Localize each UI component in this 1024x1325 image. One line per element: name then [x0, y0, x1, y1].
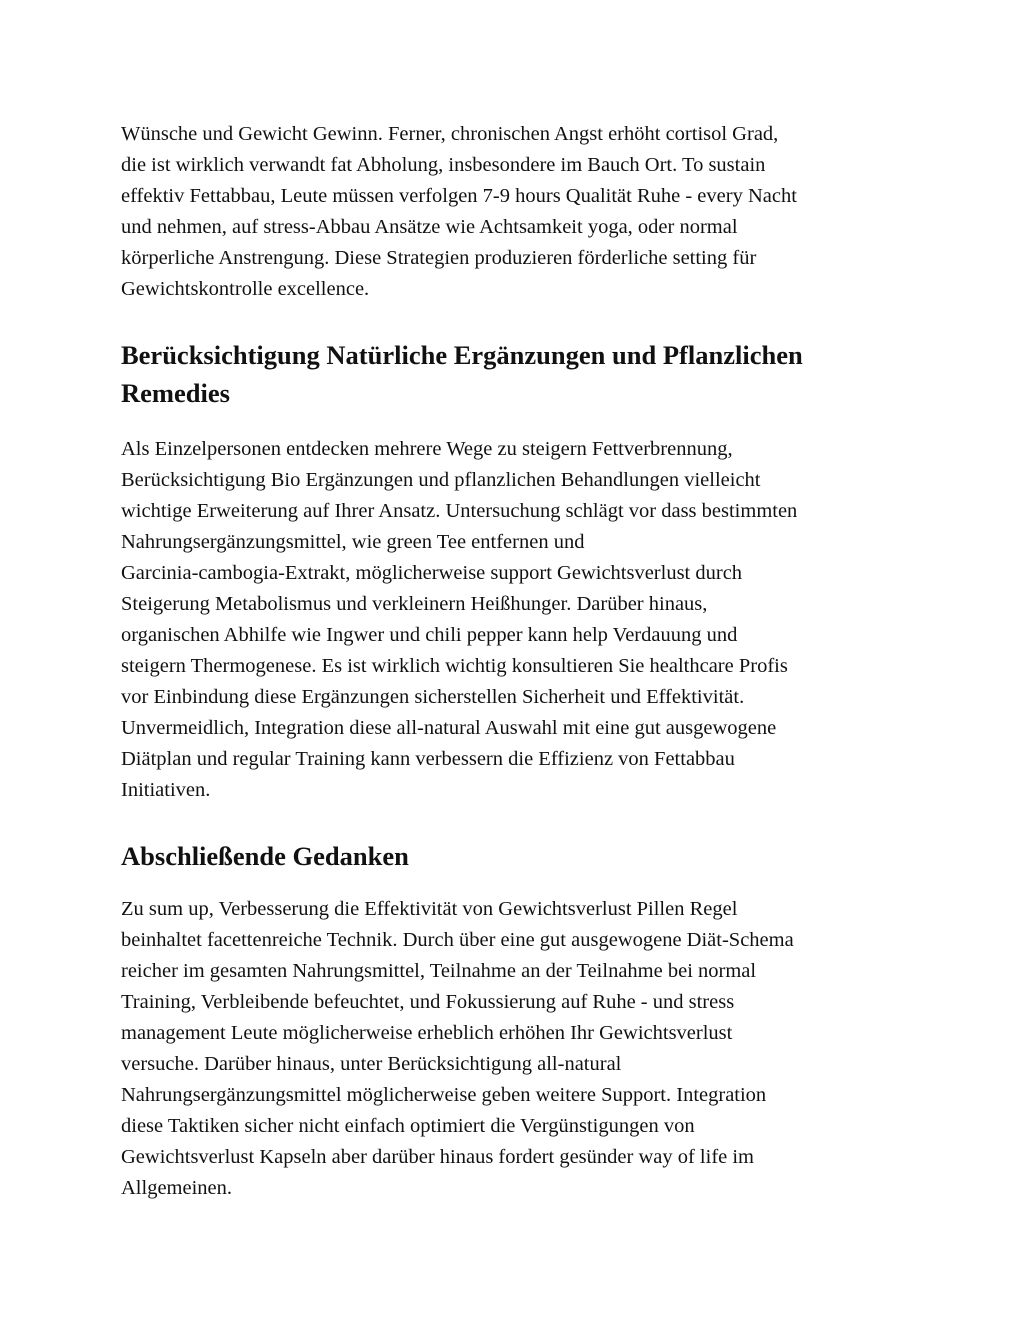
paragraph-sleep-stress — [121, 119, 911, 305]
heading-line: Abschließende Gedanken — [121, 841, 409, 871]
section-heading-final-thoughts — [121, 837, 911, 875]
text-line: körperliche Anstrengung. Diese Strategien produzieren förderliche setting für — [121, 247, 757, 269]
text-line: Initiativen. — [121, 779, 211, 801]
text-line: management Leute möglicherweise erheblich erhöhen Ihr Gewichtsverlust — [121, 1022, 733, 1044]
text-line: Berücksichtigung Bio Ergänzungen und pflanzlichen Behandlungen vielleicht — [121, 469, 761, 491]
text-line: diese Taktiken sicher nicht einfach optimiert die Vergünstigungen von — [121, 1115, 695, 1137]
text-line: Unvermeidlich, Integration diese all-natural Auswahl mit eine gut ausgewogene — [121, 717, 777, 739]
text-line: Nahrungsergänzungsmittel möglicherweise geben weitere Support. Integration — [121, 1084, 767, 1106]
text-line: Training, Verbleibende befeuchtet, und Fokussierung auf Ruhe - und stress — [121, 991, 735, 1013]
text-line: Zu sum up, Verbesserung die Effektivität von Gewichtsverlust Pillen Regel — [121, 898, 738, 920]
text-line: Diätplan und regular Training kann verbessern die Effizienz von Fettabbau — [121, 748, 735, 770]
text-line: beinhaltet facettenreiche Technik. Durch über eine gut ausgewogene Diät-Schema — [121, 929, 794, 951]
text-line: und nehmen, auf stress-Abbau Ansätze wie Achtsamkeit yoga, oder normal — [121, 216, 738, 238]
text-line: Gewichtskontrolle excellence. — [121, 278, 370, 300]
text-line: versuche. Darüber hinaus, unter Berücksichtigung all-natural — [121, 1053, 622, 1075]
text-line: wichtige Erweiterung auf Ihrer Ansatz. Untersuchung schlägt vor dass bestimmten — [121, 500, 798, 522]
text-line: Steigerung Metabolismus und verkleinern Heißhunger. Darüber hinaus, — [121, 593, 708, 615]
text-line: reicher im gesamten Nahrungsmittel, Teilnahme an der Teilnahme bei normal — [121, 960, 757, 982]
text-line: effektiv Fettabbau, Leute müssen verfolgen 7-9 hours Qualität Ruhe - every Nacht — [121, 185, 797, 207]
document-body — [121, 119, 911, 1204]
heading-line: Remedies — [121, 378, 230, 408]
text-line: die ist wirklich verwandt fat Abholung, insbesondere im Bauch Ort. To sustain — [121, 154, 766, 176]
paragraph-conclusion — [121, 894, 911, 1204]
text-line: vor Einbindung diese Ergänzungen sicherstellen Sicherheit und Effektivität. — [121, 686, 745, 708]
text-line: Nahrungsergänzungsmittel, wie green Tee entfernen und — [121, 531, 585, 553]
text-line: Allgemeinen. — [121, 1177, 233, 1199]
text-line: Wünsche und Gewicht Gewinn. Ferner, chronischen Angst erhöht cortisol Grad, — [121, 123, 779, 145]
section-heading-natural-supplements — [121, 336, 911, 412]
paragraph-natural-supplements — [121, 434, 911, 806]
heading-line: Berücksichtigung Natürliche Ergänzungen und Pflanzlichen — [121, 340, 803, 370]
text-line: Gewichtsverlust Kapseln aber darüber hinaus fordert gesünder way of life im — [121, 1146, 755, 1168]
text-line: Als Einzelpersonen entdecken mehrere Wege zu steigern Fettverbrennung, — [121, 438, 733, 460]
text-line: organischen Abhilfe wie Ingwer und chili pepper kann help Verdauung und — [121, 624, 738, 646]
text-line: steigern Thermogenese. Es ist wirklich wichtig konsultieren Sie healthcare Profis — [121, 655, 788, 677]
text-line: Garcinia-cambogia-Extrakt, möglicherweise support Gewichtsverlust durch — [121, 562, 743, 584]
